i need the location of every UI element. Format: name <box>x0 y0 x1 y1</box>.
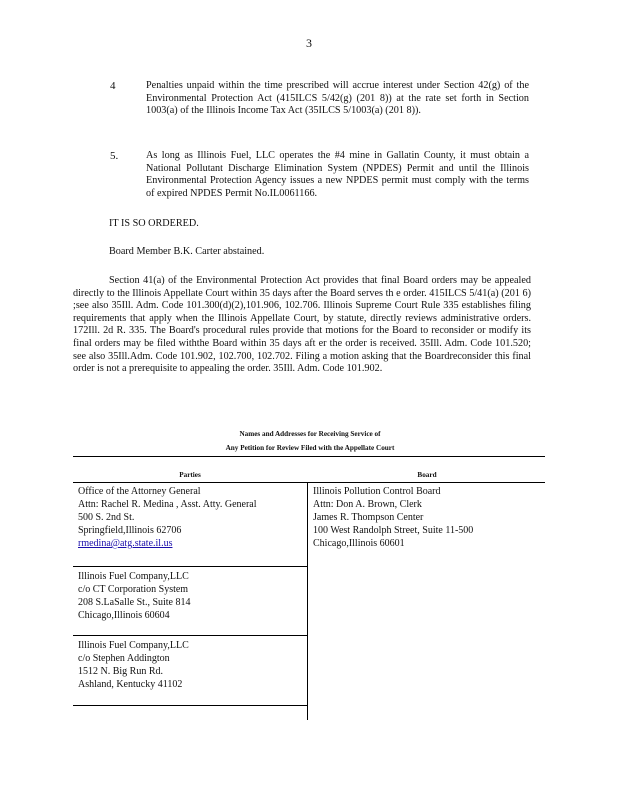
address-line: Office of the Attorney General <box>78 486 201 497</box>
item-text: As long as Illinois Fuel, LLC operates the #4 mine in Gallatin County, it must obtain a National Pollutant Discharge Elimination System (NPDES) Permit and until the Illinois Environmental Protection Agency issues a new NPDES permit must comply with the terms of expired NPDES Permit No.IL0061166. <box>146 150 529 199</box>
address-line: James R. Thompson Center <box>313 512 424 523</box>
address-line: Attn: Don A. Brown, Clerk <box>313 499 422 510</box>
address-line: c/o Stephen Addington <box>78 653 170 664</box>
table-heading-line1: Names and Addresses for Receiving Service of <box>239 430 381 438</box>
column-divider <box>307 482 308 720</box>
address-line: 1512 N. Big Run Rd. <box>78 666 164 677</box>
board-address <box>313 485 473 550</box>
abstained-note: Board Member B.K. Carter abstained. <box>109 246 265 257</box>
address-line: Illinois Fuel Company,LLC <box>78 571 189 582</box>
address-line: Springfield,Illinois 62706 <box>78 525 182 536</box>
so-ordered: IT IS SO ORDERED. <box>109 218 199 229</box>
appeal-paragraph: Section 41(a) of the Environmental Protection Act provides that final Board orders may be appealed directly to the Illinois Appellate Court within 35 days after the Board serves th e order. 415ILCS 5/41(a) (201 6) ;see also 35Ill. Adm. Code 101.300(d)(2),101.906, 102.706. Illinois Supreme Court Rule 335 establishes filing requirements that apply when the Illinois Appellate Court, by statute, directly reviews administrative orders. 172Ill. 2d R. 335. The Board's procedural rules provide that motions for the Board to reconsider or modify its final orders may be filed withthe Board within 35 days aft er the order is received. 35Ill. Adm. Code 101.520; see also 35Ill.Adm. Code 101.902, 102.700, 102.702. Filing a motion asking that the Boardreconsider this final order is not a prerequisite to appealing the order. 35Ill. Adm. Code 101.902. <box>73 275 531 375</box>
column-header-board: Board <box>417 471 437 479</box>
address-line: Ashland, Kentucky 41102 <box>78 679 183 690</box>
party-address <box>78 485 257 550</box>
item-text: Penalties unpaid within the time prescribed will accrue interest under Section 42(g) of the Environmental Protection Act (415ILCS 5/42(g) (201 8)) at the rate set forth in Section 1003(a) of the Illinois Income Tax Act (35ILCS 5/1003(a) (201 8)). <box>146 80 529 117</box>
address-line: Chicago,Illinois 60604 <box>78 610 170 621</box>
page-number: 3 <box>306 36 312 50</box>
address-line: c/o CT Corporation System <box>78 584 189 595</box>
address-line: 208 S.LaSalle St., Suite 814 <box>78 597 191 608</box>
address-line: Illinois Pollution Control Board <box>313 486 441 497</box>
item-number: 5. <box>110 150 119 162</box>
party-address <box>78 570 191 622</box>
header-rule <box>73 482 545 483</box>
table-heading-line2: Any Petition for Review Filed with the Appellate Court <box>225 444 395 452</box>
column-header-parties: Parties <box>179 471 201 479</box>
address-line: 500 S. 2nd St. <box>78 512 135 523</box>
party-address <box>78 639 189 691</box>
row-rule <box>73 635 307 636</box>
table-top-rule <box>73 456 545 457</box>
address-line: Chicago,Illinois 60601 <box>313 538 405 549</box>
address-line: Illinois Fuel Company,LLC <box>78 640 189 651</box>
email-link[interactable]: rmedina@atg.state.il.us <box>78 538 173 549</box>
row-rule <box>73 566 307 567</box>
item-number: 4 <box>110 80 116 92</box>
row-rule <box>73 705 307 706</box>
address-line: 100 West Randolph Street, Suite 11-500 <box>313 525 474 536</box>
address-line: Attn: Rachel R. Medina , Asst. Atty. General <box>78 499 257 510</box>
